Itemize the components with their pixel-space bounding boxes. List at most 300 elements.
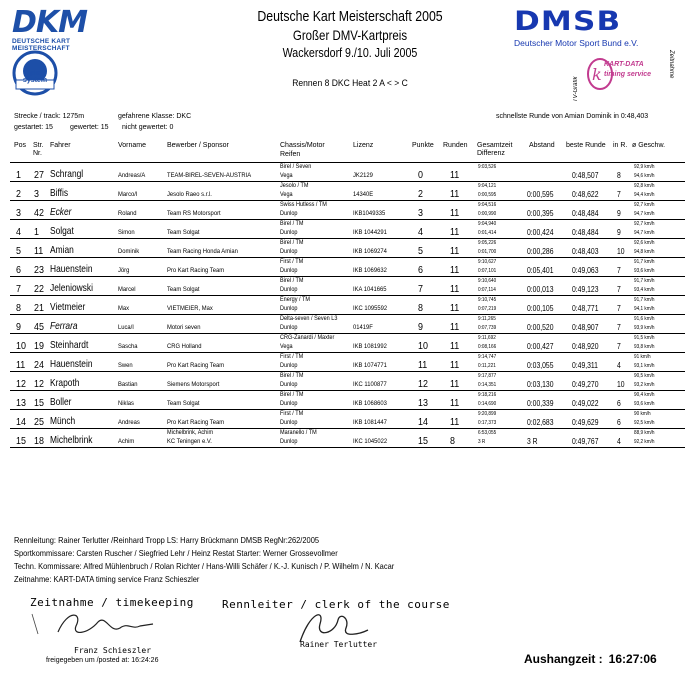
cell-tires: Dunlop [280, 438, 298, 445]
cell-number: 22 [34, 283, 44, 295]
scrutineers-line: Techn. Kommissare: Alfred Mühlenbruch / Rolan Richter / Hans-Willi Schäfer / K.-J. Kunisch / P. Wilhelm / N. Kacar [14, 561, 395, 571]
cell-total-time: 9:11,265 [478, 316, 496, 322]
table-row [10, 163, 685, 182]
cell-gap: 0:00,105 [527, 304, 554, 313]
cell-position: 12 [16, 378, 26, 390]
cell-gap: 0:03,055 [527, 361, 554, 370]
cell-total-time: 9:20,899 [478, 411, 497, 417]
cell-first-name: Luca/I [118, 324, 134, 331]
cell-first-name: Andreas/A [118, 172, 146, 179]
cell-license: IKB 1069632 [353, 267, 387, 274]
cell-difference: 0:07,219 [478, 306, 497, 312]
clerk-name: Rainer Terlutter [300, 640, 378, 649]
cell-number: 3 [34, 188, 39, 200]
cell-chassis: Swiss Hutless / TM [280, 201, 327, 208]
cell-laps: 8 [450, 435, 455, 447]
cell-in-lap: 9 [617, 228, 621, 237]
cell-points: 14 [418, 416, 428, 428]
cell-speed-2: 93,9 km/h [634, 325, 655, 331]
cell-license: JK2129 [353, 172, 373, 179]
cell-difference: 0:08,166 [478, 344, 497, 350]
cell-gap: 0:00,427 [527, 342, 554, 351]
cell-gap: 0:00,395 [527, 209, 554, 218]
col-abstand: Abstand [529, 142, 555, 149]
cell-difference: 0:07,114 [478, 287, 496, 293]
cell-gap: 0:05,401 [527, 266, 554, 275]
dmsb-logo-text: DMSB [514, 6, 622, 37]
cell-points: 12 [418, 378, 428, 390]
timekeeper-signature [28, 604, 208, 644]
cell-gap: 0:00,520 [527, 323, 554, 332]
col-geschw: ø Geschw. [632, 142, 666, 149]
cell-gap: 0:00,286 [527, 247, 554, 256]
cell-total-time: 9:17,877 [478, 373, 497, 379]
cell-best-lap: 0:48,484 [572, 209, 599, 218]
cell-position: 1 [16, 169, 21, 181]
cell-license: IKB 1081447 [353, 419, 387, 426]
cell-position: 14 [16, 416, 26, 428]
cell-laps: 11 [450, 264, 460, 276]
cell-in-lap: 7 [617, 323, 621, 332]
dmsb-logo [514, 8, 674, 48]
cell-speed-2: 93,6 km/h [634, 268, 655, 274]
cell-number: 15 [34, 397, 44, 409]
cell-chassis: CRG-Zanardi / Maxter [280, 334, 335, 341]
cell-license: IKC 1045022 [353, 438, 388, 445]
cell-tires: Dunlop [280, 229, 298, 236]
officials-block [14, 534, 614, 586]
cell-driver-name: Steinhardt [50, 339, 89, 351]
cell-speed-2: 94,6 km/h [634, 173, 655, 179]
cell-chassis: Birel / TM [280, 372, 304, 379]
table-row [10, 296, 685, 315]
cell-first-name: Roland [118, 210, 137, 217]
cell-team: VIETMEIER, Max [167, 305, 213, 312]
cell-first-name: Sascha [118, 343, 138, 350]
cell-position: 2 [16, 188, 21, 200]
dkm-logo-subtitle: DEUTSCHE KART MEISTERSCHAFT [12, 38, 71, 52]
cell-best-lap: 0:49,063 [572, 266, 599, 275]
table-row [10, 277, 685, 296]
cell-number: 21 [34, 302, 44, 314]
cell-total-time: 9:04,940 [478, 221, 497, 227]
cell-best-lap: 0:49,629 [572, 418, 599, 427]
cell-total-time: 9:11,692 [478, 335, 496, 341]
col-pos: Pos [14, 142, 27, 149]
cell-difference: 3 R [478, 439, 486, 445]
notice-time [524, 652, 657, 666]
cell-license: IKC 1100877 [353, 381, 387, 388]
table-row [10, 391, 685, 410]
cell-tires: Dunlop [280, 381, 298, 388]
cell-chassis: Jesolo / TM [280, 182, 309, 189]
cell-position: 8 [16, 302, 21, 314]
cell-number: 45 [34, 321, 44, 333]
cell-gap: 0:00,424 [527, 228, 554, 237]
cell-laps: 11 [450, 359, 460, 371]
col-punkte: Punkte [412, 142, 434, 149]
cell-best-lap: 0:48,920 [572, 342, 599, 351]
cell-speed-2: 93,2 km/h [634, 382, 655, 388]
cell-speed-1: 91,6 km/h [634, 316, 655, 322]
cell-speed-1: 90 km/h [634, 411, 651, 417]
cell-number: 23 [34, 264, 44, 276]
cell-speed-1: 92,9 km/h [634, 164, 655, 170]
race-direction-line: Rennleitung: Rainer Terlutter /Reinhard Tropp LS: Harry Brückmann DMSB RegNr:262/2005 [14, 535, 320, 545]
cell-best-lap: 0:48,403 [572, 247, 599, 256]
cell-position: 9 [16, 321, 21, 333]
cell-chassis: Energy / TM [280, 296, 310, 303]
cell-position: 7 [16, 283, 21, 295]
notice-time-value: 16:27:06 [608, 652, 657, 666]
cell-tires: Vega [280, 172, 293, 179]
cell-best-lap: 0:49,767 [572, 437, 599, 446]
cell-points: 6 [418, 264, 423, 276]
started-count: gestartet: 15 [14, 124, 53, 131]
tv-grafik-label: TV-Grafik [573, 76, 579, 102]
cell-chassis: Delta-seven / Seven L3 [280, 315, 338, 322]
cell-speed-1: 91,7 km/h [634, 259, 655, 265]
cell-in-lap: 7 [617, 285, 621, 294]
cell-team: Team Solgat [167, 400, 200, 407]
cell-points: 10 [418, 340, 428, 352]
cell-speed-1: 90,4 km/h [634, 392, 655, 398]
cell-speed-2: 92,2 km/h [634, 439, 655, 445]
dkm-logo [12, 5, 127, 52]
svg-text:k: k [592, 65, 602, 84]
col-bewerber: Bewerber / Sponsor [167, 142, 229, 149]
cell-team: Pro Kart Racing Team [167, 419, 225, 426]
cell-position: 6 [16, 264, 21, 276]
cell-team-line-1: Michelbrink, Achim [167, 429, 214, 436]
cell-number: 12 [34, 378, 44, 390]
cell-chassis: Maranello / TM [280, 429, 317, 436]
cell-number: 19 [34, 340, 44, 352]
cell-number: 11 [34, 245, 44, 257]
cell-chassis: First / TM [280, 353, 304, 360]
cell-in-lap: 4 [617, 361, 621, 370]
cell-laps: 11 [450, 378, 460, 390]
posted-time: freigegeben um /posted at: 16:24:26 [46, 657, 159, 664]
cell-speed-2: 94,4 km/h [634, 192, 655, 198]
stewards-line: Sportkommissare: Carsten Ruscher / Siegfried Lehr / Heinz Restat Starter: Werner Grossevollmer [14, 548, 338, 558]
cell-team: KC Teningen e.V. [167, 438, 212, 445]
cell-difference: 0:17,373 [478, 420, 497, 426]
cell-points: 3 [418, 207, 423, 219]
cell-tires: Dunlop [280, 400, 298, 407]
cell-in-lap: 7 [617, 342, 621, 351]
cell-position: 10 [16, 340, 26, 352]
cell-license: 14340E [353, 191, 374, 198]
cell-license: IKB 1044291 [353, 229, 387, 236]
cell-position: 5 [16, 245, 21, 257]
cell-driver-name: Biffis [50, 187, 69, 199]
col-chassis: Chassis/Motor [280, 142, 325, 149]
table-header [10, 140, 685, 163]
cell-first-name: Andreas [118, 419, 140, 426]
cell-position: 4 [16, 226, 21, 238]
cell-difference: 0:01,414 [478, 230, 497, 236]
classified-count: gewertet: 15 [70, 124, 109, 131]
cell-gap: 0:02,683 [527, 418, 554, 427]
col-runden: Runden [443, 142, 468, 149]
cell-points: 8 [418, 302, 423, 314]
page-title [180, 8, 520, 62]
cell-chassis: First / TM [280, 410, 304, 417]
table-row [10, 353, 685, 372]
cell-tires: Dunlop [280, 248, 298, 255]
dkm-logo-text: DKM [12, 5, 88, 40]
cell-speed-1: 91,5 km/h [634, 335, 655, 341]
kart-data-logo [586, 52, 664, 96]
cell-team: Team Racing Honda Amian [167, 248, 238, 255]
cell-in-lap: 7 [617, 266, 621, 275]
col-in-runde: in R. [613, 142, 628, 149]
cell-first-name: Simon [118, 229, 135, 236]
cell-in-lap: 6 [617, 418, 621, 427]
cell-speed-2: 93,1 km/h [634, 363, 655, 369]
cell-total-time: 9:03,526 [478, 164, 497, 170]
cell-points: 13 [418, 397, 428, 409]
cell-gap: 0:00,595 [527, 190, 554, 199]
cell-driver-name: Vietmeier [50, 301, 86, 313]
cell-chassis: First / TM [280, 258, 304, 265]
cell-in-lap: 9 [617, 209, 621, 218]
cell-license: IKA 1041665 [353, 286, 387, 293]
cell-total-time: 9:04,121 [478, 183, 497, 189]
table-row [10, 220, 685, 239]
cell-speed-2: 93,4 km/h [634, 287, 655, 293]
cell-laps: 11 [450, 245, 460, 257]
cell-in-lap: 6 [617, 399, 621, 408]
zeitnahme-vertical-label: Zeitnahme [668, 50, 674, 79]
cell-best-lap: 0:48,622 [572, 190, 599, 199]
cell-total-time: 9:10,627 [478, 259, 497, 265]
cell-tires: Dunlop [280, 210, 298, 217]
cell-position: 13 [16, 397, 26, 409]
cell-license: IKC 1095592 [353, 305, 388, 312]
cell-first-name: Niklas [118, 400, 134, 407]
cell-speed-1: 92,8 km/h [634, 183, 655, 189]
cell-team: Motori seven [167, 324, 201, 331]
race-title: Rennen 8 DKC Heat 2 A < > C [292, 78, 408, 89]
cell-points: 15 [418, 435, 428, 447]
cell-difference: 0:01,700 [478, 249, 497, 255]
cell-speed-1: 88,9 km/h [634, 430, 655, 436]
cell-difference: 0:14,690 [478, 401, 497, 407]
cell-best-lap: 0:49,123 [572, 285, 599, 294]
cell-gap: 3 R [527, 437, 538, 446]
cell-gap: 0:00,013 [527, 285, 554, 294]
cell-points: 2 [418, 188, 423, 200]
cell-laps: 11 [450, 188, 460, 200]
cell-team: Team Solgat [167, 286, 200, 293]
table-row [10, 258, 685, 277]
col-beste-runde: beste Runde [566, 142, 606, 149]
cell-tires: Vega [280, 191, 293, 198]
cell-position: 15 [16, 435, 26, 447]
cell-driver-name: Michelbrink [50, 434, 93, 446]
cell-total-time: 6:53,055 [478, 430, 497, 436]
cell-difference: 0:00,595 [478, 192, 497, 198]
cell-driver-name: Münch [50, 415, 76, 427]
cell-driver-name: Krapoth [50, 377, 80, 389]
cell-license: IKB 1081992 [353, 343, 387, 350]
cell-first-name: Max [118, 305, 130, 312]
cell-speed-2: 94,1 km/h [634, 306, 655, 312]
cell-position: 3 [16, 207, 21, 219]
timekeeping-line: Zeitnahme: KART-DATA timing service Franz Schieszler [14, 574, 200, 584]
cell-laps: 11 [450, 226, 460, 238]
col-vorname: Vorname [118, 142, 147, 149]
cell-tires: Dunlop [280, 324, 298, 331]
cell-number: 27 [34, 169, 44, 181]
cell-laps: 11 [450, 207, 460, 219]
cell-chassis: Birel / TM [280, 391, 304, 398]
cell-driver-name: Jeleniowski [50, 282, 93, 294]
cell-driver-name: Hauenstein [50, 263, 93, 275]
table-row [10, 201, 685, 220]
col-differenz: Differenz [477, 150, 505, 157]
table-row [10, 372, 685, 391]
cell-chassis: Birel / Seven [280, 163, 312, 170]
cell-gap: 0:00,339 [527, 399, 554, 408]
table-row [10, 315, 685, 334]
cell-first-name: Achim [118, 438, 135, 445]
cell-driver-name: Solgat [50, 225, 74, 237]
cell-gap: 0:03,130 [527, 380, 554, 389]
fastest-lap: schnellste Runde von Amian Dominik in 0:48,403 [496, 113, 649, 120]
cell-driver-name: Amian [50, 244, 74, 256]
cell-speed-1: 91 km/h [634, 354, 651, 360]
table-body [10, 163, 685, 448]
cell-speed-2: 94,8 km/h [634, 249, 655, 255]
cell-points: 4 [418, 226, 423, 238]
cell-total-time: 9:10,745 [478, 297, 497, 303]
cell-chassis: Birel / TM [280, 220, 304, 227]
cell-difference: 0:07,101 [478, 268, 497, 274]
cell-license: IKB1049335 [353, 210, 386, 217]
cell-driver-name: Schrangl [50, 168, 84, 180]
cell-speed-2: 94,7 km/h [634, 230, 655, 236]
cell-points: 7 [418, 283, 423, 295]
cell-total-time: 9:04,516 [478, 202, 497, 208]
cell-laps: 11 [450, 302, 460, 314]
cell-speed-1: 91,7 km/h [634, 297, 655, 303]
timekeeping-signature-label: Zeitnahme / timekeeping [30, 596, 194, 609]
cell-speed-2: 93,8 km/h [634, 344, 655, 350]
cell-first-name: Swen [118, 362, 133, 369]
cell-number: 1 [34, 226, 39, 238]
cell-number: 18 [34, 435, 44, 447]
cell-speed-1: 92,7 km/h [634, 221, 655, 227]
cell-points: 9 [418, 321, 423, 333]
cell-speed-2: 93,6 km/h [634, 401, 655, 407]
cell-laps: 11 [450, 283, 460, 295]
cell-number: 25 [34, 416, 44, 428]
cell-best-lap: 0:49,270 [572, 380, 599, 389]
timekeeper-name: Franz Schieszler [74, 646, 152, 655]
title-line-3: Wackersdorf 9./10. Juli 2005 [282, 45, 418, 60]
cell-speed-1: 92,6 km/h [634, 240, 655, 246]
cell-license: 01419F [353, 324, 373, 331]
cell-tires: Dunlop [280, 267, 298, 274]
cell-license: IKB 1068603 [353, 400, 387, 407]
cell-team: CRG Holland [167, 343, 202, 350]
cell-first-name: Bastian [118, 381, 138, 388]
title-line-2: Großer DMV-Kartpreis [292, 27, 408, 43]
cell-best-lap: 0:48,907 [572, 323, 599, 332]
cell-speed-1: 90,5 km/h [634, 373, 655, 379]
cell-driver-name: Ferrara [50, 320, 78, 332]
cell-tires: Dunlop [280, 305, 298, 312]
cell-license: IKB 1069274 [353, 248, 387, 255]
cell-in-lap: 7 [617, 304, 621, 313]
cell-best-lap: 0:49,022 [572, 399, 599, 408]
cell-difference: 0:14,351 [478, 382, 497, 388]
cell-best-lap: 0:49,311 [572, 361, 598, 370]
cell-team: Team Solgat [167, 229, 200, 236]
cell-in-lap: 10 [617, 247, 625, 256]
cell-tires: Vega [280, 343, 293, 350]
col-nr: Nr. [33, 150, 42, 157]
cell-total-time: 9:18,216 [478, 392, 497, 398]
table-row [10, 239, 685, 258]
cell-chassis: Birel / TM [280, 277, 304, 284]
table-row [10, 334, 685, 353]
cell-total-time: 9:05,226 [478, 240, 497, 246]
cell-in-lap: 7 [617, 190, 621, 199]
cell-speed-1: 91,7 km/h [634, 278, 655, 284]
cell-speed-2: 94,7 km/h [634, 211, 655, 217]
cell-best-lap: 0:48,771 [572, 304, 599, 313]
cell-position: 11 [16, 359, 26, 371]
cell-number: 24 [34, 359, 44, 371]
cell-driver-name: Hauenstein [50, 358, 93, 370]
cell-chassis: Birel / TM [280, 239, 304, 246]
cell-number: 42 [34, 207, 44, 219]
cell-in-lap: 8 [617, 171, 621, 180]
cell-first-name: Dominik [118, 248, 140, 255]
clerk-signature-label: Rennleiter / clerk of the course [222, 598, 450, 611]
cell-tires: Dunlop [280, 419, 298, 426]
cell-driver-name: Boller [50, 396, 72, 408]
table-row [10, 410, 685, 429]
results-table [10, 140, 685, 448]
cell-team: TEAM-BIREL-SEVEN-AUSTRIA [167, 172, 252, 179]
cell-laps: 11 [450, 340, 460, 352]
col-reifen: Reifen [280, 151, 301, 158]
cell-team: Team RS Motorsport [167, 210, 221, 217]
cell-tires: Dunlop [280, 362, 298, 369]
not-classified-count: nicht gewertet: 0 [122, 124, 174, 131]
cell-team: Siemens Motorsport [167, 381, 220, 388]
cell-difference: 0:11,221 [478, 363, 496, 369]
cell-points: 5 [418, 245, 423, 257]
cell-laps: 11 [450, 397, 460, 409]
cell-points: 11 [418, 359, 428, 371]
cell-driver-name: Ecker [50, 206, 72, 218]
col-fahrer: Fahrer [50, 142, 71, 149]
cell-license: IKB 1074771 [353, 362, 387, 369]
cell-team: Jesolo Raeo s.r.l. [167, 191, 212, 198]
cell-laps: 11 [450, 169, 460, 181]
col-lizenz: Lizenz [353, 142, 374, 149]
cell-total-time: 9:14,747 [478, 354, 497, 360]
cell-in-lap: 10 [617, 380, 625, 389]
dmsb-logo-subtitle: Deutscher Motor Sport Bund e.V. [514, 38, 639, 48]
cell-tires: Dunlop [280, 286, 298, 293]
